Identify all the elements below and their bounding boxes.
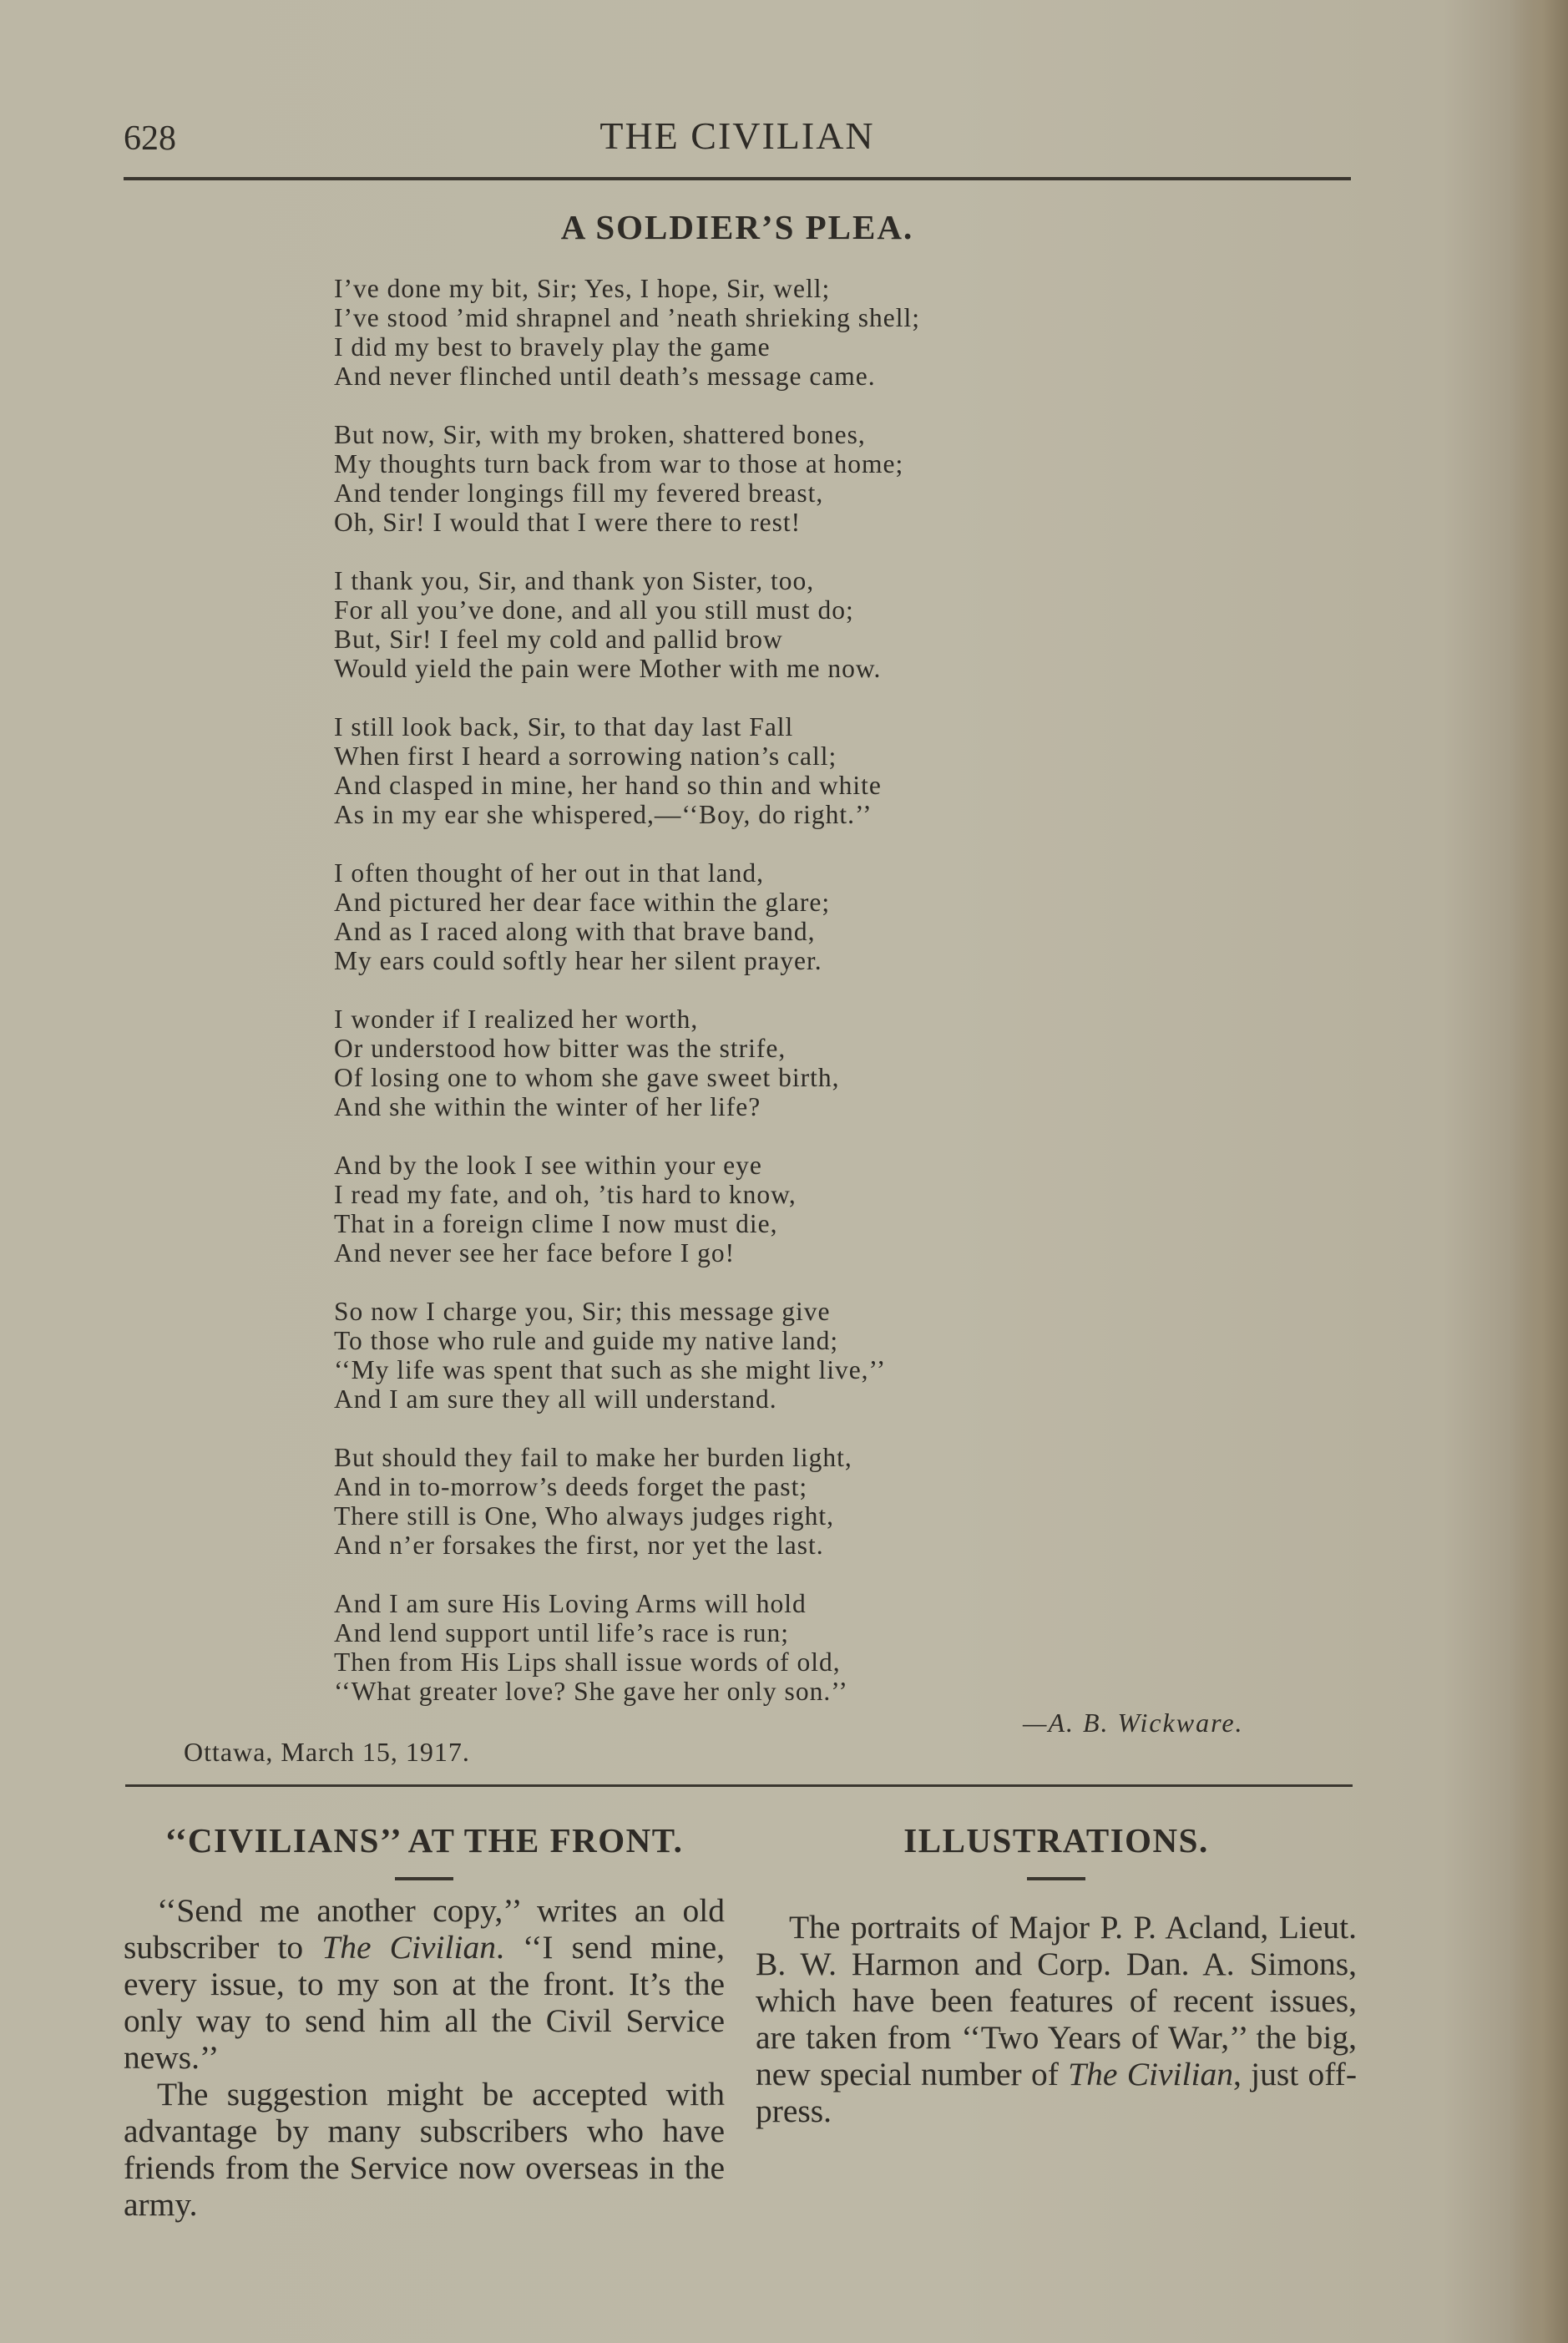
article-body [756,1909,1357,2129]
title-underline [1027,1877,1085,1880]
poem-line: But now, Sir, with my broken, shattered bones, [334,420,866,449]
poem-line: And I am sure they all will understand. [334,1384,777,1414]
poem-dateline: Ottawa, March 15, 1917. [184,1737,470,1767]
poem-stanza [334,1005,1085,1121]
poem-line: My ears could softly hear her silent prayer. [334,946,822,975]
title-underline [395,1877,453,1880]
poem-line: And tender longings fill my fevered breast, [334,478,824,508]
poem-line: And lend support until life’s race is run; [334,1618,790,1647]
article-title: ILLUSTRATIONS. [903,1821,1209,1860]
poem-line: I often thought of her out in that land, [334,858,765,888]
article-body [124,1892,725,2223]
poem-line: And she within the winter of her life? [334,1092,761,1121]
poem-line: But should they fail to make her burden light, [334,1443,852,1472]
poem-line: So now I charge you, Sir; this message give [334,1297,831,1326]
running-title: THE CIVILIAN [599,114,875,157]
poem-line: That in a foreign clime I now must die, [334,1209,778,1238]
poem-stanza [334,858,1085,975]
poem-line: And I am sure His Loving Arms will hold [334,1589,807,1618]
poem-stanza [334,712,1085,829]
poem-line: I’ve done my bit, Sir; Yes, I hope, Sir, well; [334,274,831,303]
poem-stanza [334,420,1085,537]
poem-line: As in my ear she whispered,—‘‘Boy, do right.’’ [334,800,873,829]
poem-line: I did my best to bravely play the game [334,332,771,362]
poem-stanza [334,566,1085,683]
poem-line: Or understood how bitter was the strife, [334,1034,787,1063]
poem-stanza [334,1297,1085,1414]
poem-line: I thank you, Sir, and thank yon Sister, too, [334,566,815,595]
poem-line: And never see her face before I go! [334,1238,736,1268]
poem-line: And pictured her dear face within the glare; [334,888,831,917]
section-divider [125,1784,1353,1787]
poem-line: Oh, Sir! I would that I were there to rest! [334,508,802,537]
poem-line: I wonder if I realized her worth, [334,1005,699,1034]
poem-line: There still is One, Who always judges right, [334,1501,834,1531]
poem-line: For all you’ve done, and all you still must do; [334,595,854,625]
poem-stanza [334,1151,1085,1268]
article-civilians-at-the-front [124,1812,725,2223]
poem-line: My thoughts turn back from war to those at home; [334,449,904,478]
poem-stanza [334,1443,1085,1560]
poem-line: And as I raced along with that brave band, [334,917,816,946]
page-spine-shadow [1510,0,1568,2343]
page-number: 628 [124,119,176,158]
article-paragraph: The portraits of Major P. P. Acland, Lieut. B. W. Harmon and Corp. Dan. A. Simons, which have been features of recent issues, are taken from ‘‘Two Years of War,’’ the big, new special number of The Civilian, just off-press. [756,1909,1357,2129]
poem-line: But, Sir! I feel my cold and pallid brow [334,625,783,654]
poem-stanza [334,1589,1085,1706]
article-paragraph: The suggestion might be accepted with advantage by many subscribers who have friends from the Service now overseas in the army. [124,2076,725,2223]
article-title: ‘‘CIVILIANS’’ AT THE FRONT. [164,1821,684,1860]
poem-line: I still look back, Sir, to that day last Fall [334,712,794,741]
poem-line: And by the look I see within your eye [334,1151,762,1180]
header-rule [124,177,1351,180]
poem-body [334,274,1085,1735]
poem-line: I’ve stood ’mid shrapnel and ’neath shrieking shell; [334,303,920,332]
poem-author: —A. B. Wickware. [1023,1708,1244,1738]
poem-line: I read my fate, and oh, ’tis hard to know, [334,1180,797,1209]
poem-line: Then from His Lips shall issue words of old, [334,1647,841,1677]
poem-line: Of losing one to whom she gave sweet birth, [334,1063,840,1092]
poem-line: When first I heard a sorrowing nation’s call; [334,741,837,771]
poem-line: Would yield the pain were Mother with me now. [334,654,882,683]
poem-line: And in to-morrow’s deeds forget the past; [334,1472,808,1501]
poem-line: And clasped in mine, her hand so thin and white [334,771,882,800]
poem-line: And n’er forsakes the first, nor yet the last. [334,1531,824,1560]
poem-stanza [334,274,1085,391]
poem-line: ‘‘My life was spent that such as she might live,’’ [334,1355,887,1384]
poem-line: ‘‘What greater love? She gave her only son.’’ [334,1677,848,1706]
poem-line: To those who rule and guide my native land; [334,1326,839,1355]
poem-title: A SOLDIER’S PLEA. [560,208,914,246]
page-header [124,109,1351,159]
poem-line: And never flinched until death’s message came. [334,362,876,391]
article-illustrations [756,1812,1357,2129]
article-paragraph: ‘‘Send me another copy,’’ writes an old subscriber to The Civilian. ‘‘I send mine, every issue, to my son at the front. It’s the only way to send him all the Civil Service news.’’ [124,1892,725,2076]
